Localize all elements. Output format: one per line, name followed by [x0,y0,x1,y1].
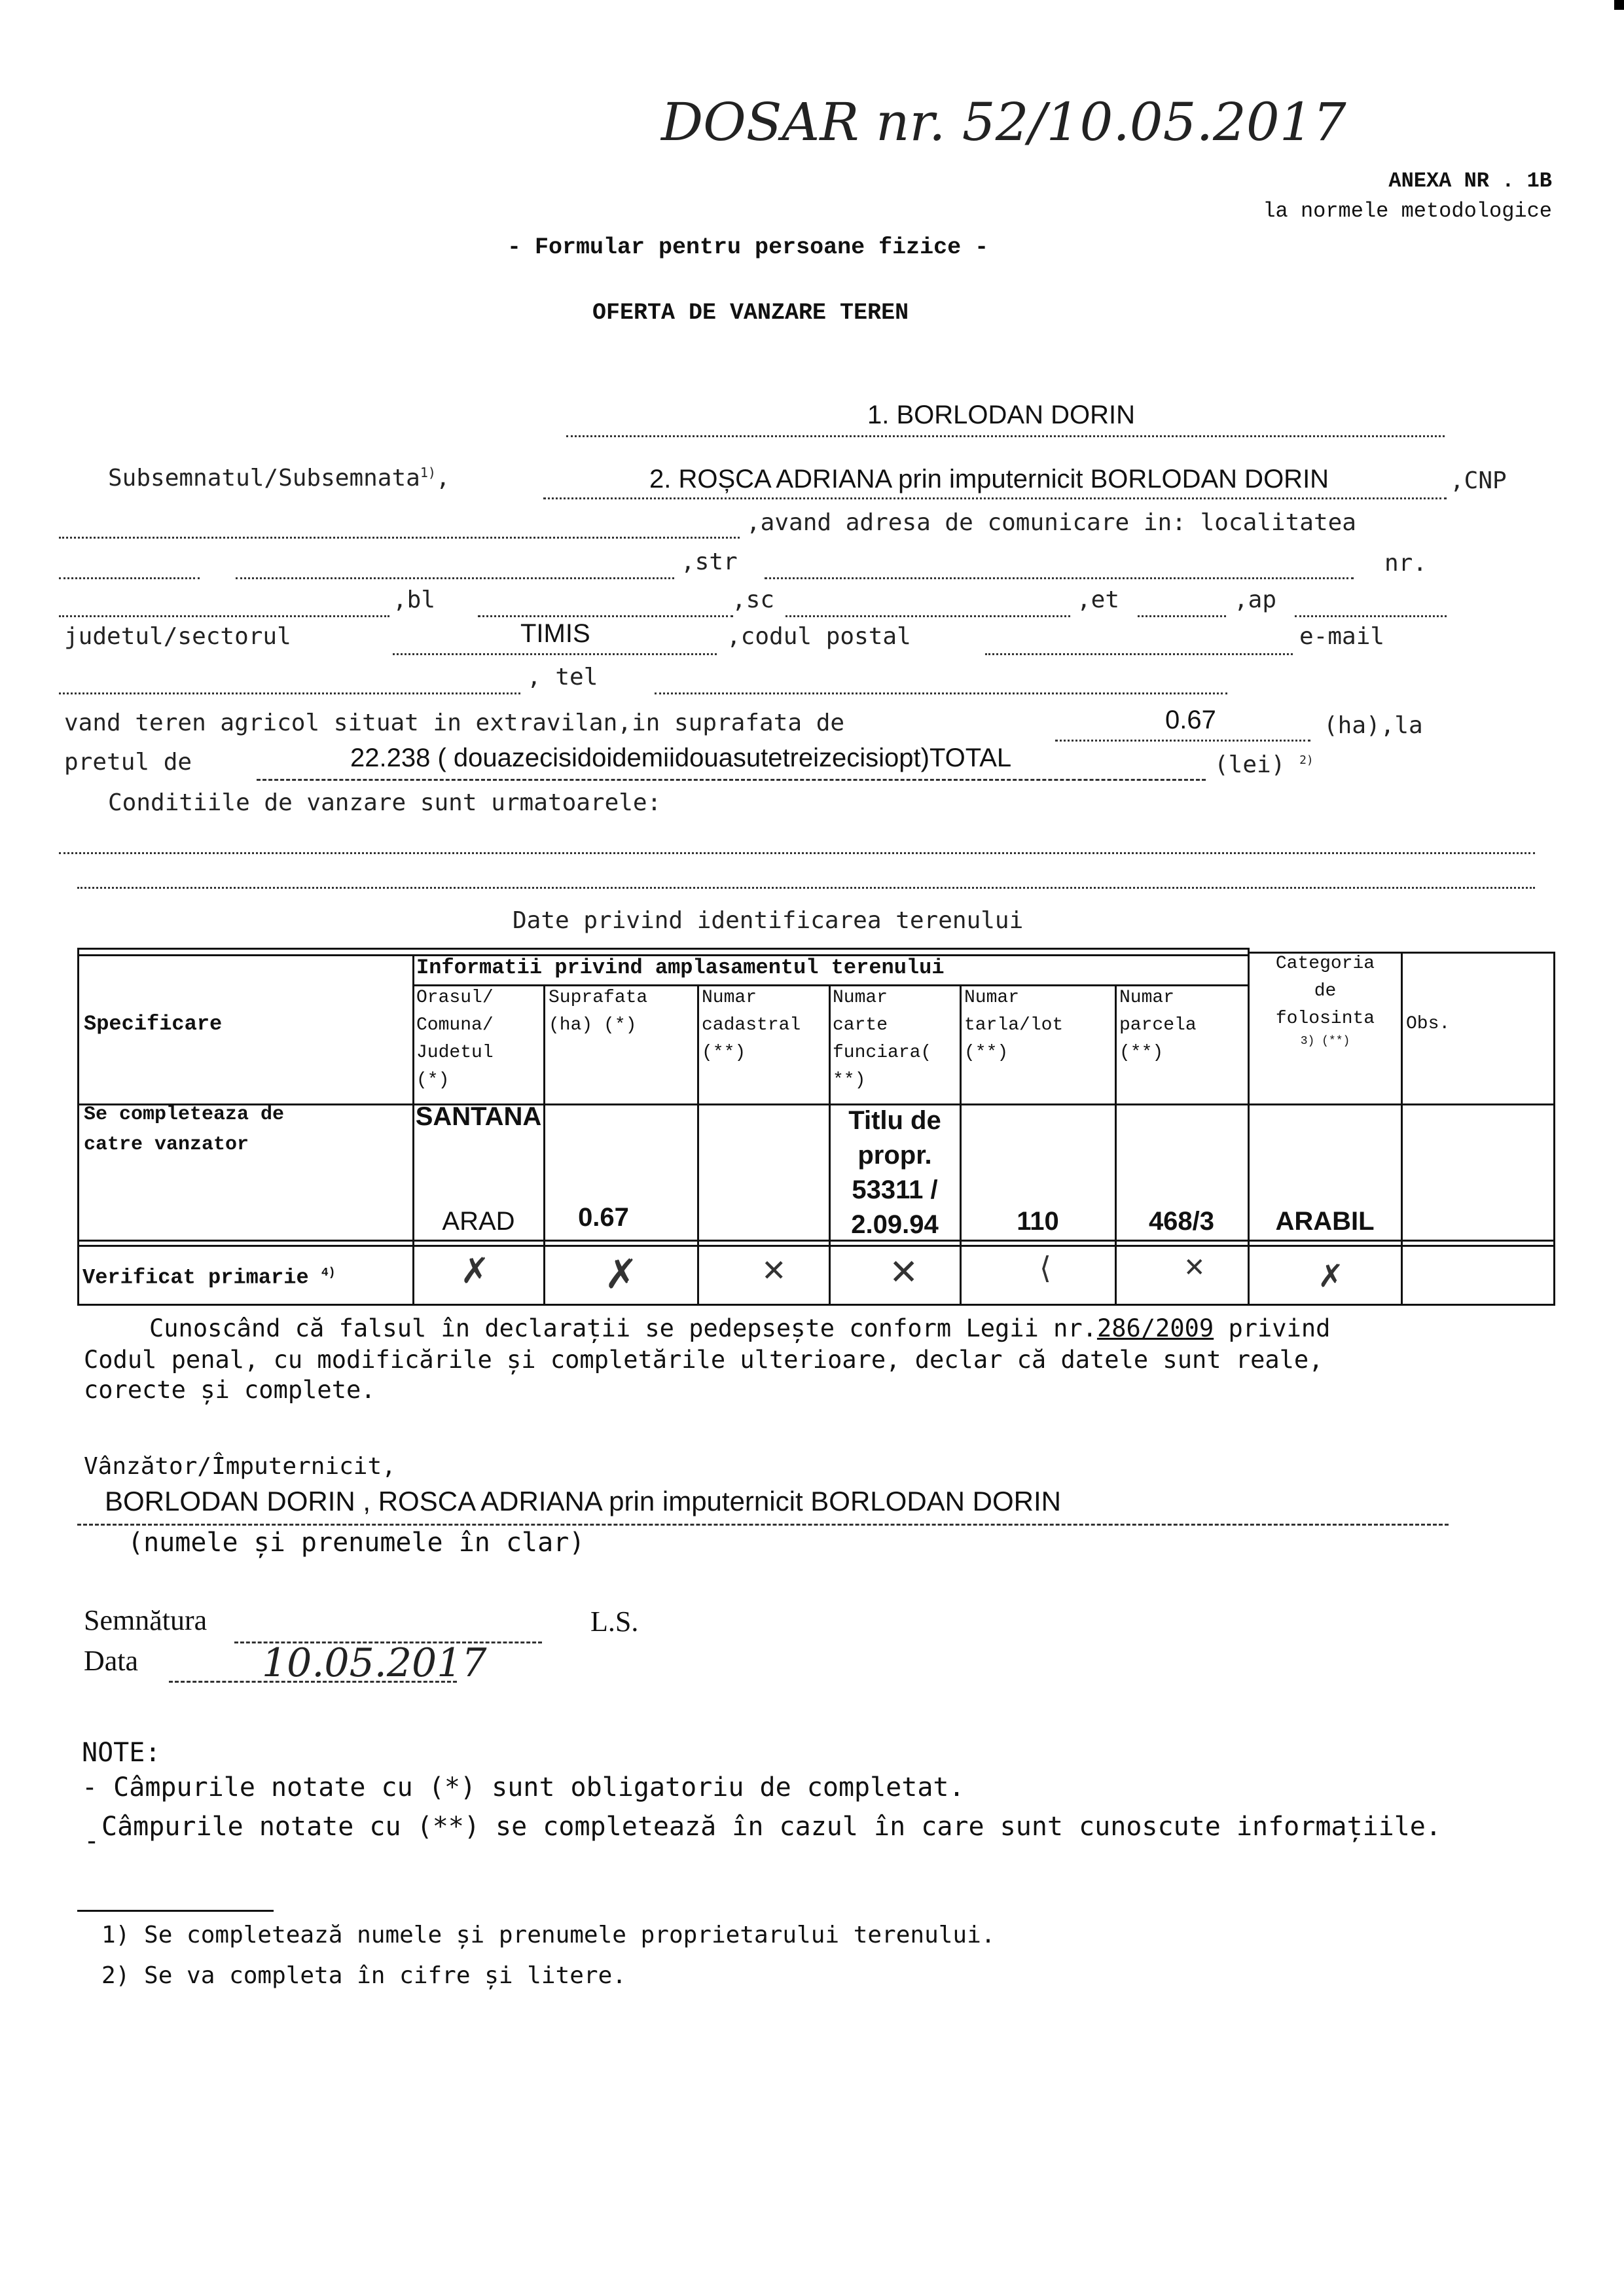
signer-caption: (numele și prenumele în clar) [128,1528,585,1558]
check-mark-5: ⟨ [1039,1250,1051,1285]
table-border-bottom [77,1304,1555,1306]
row2-label: Verificat primarie $^{4)}$ [82,1265,336,1290]
et-label: ,et [1077,586,1120,613]
table-border-top [77,948,1248,950]
row1-carte-funciara: Titlu de propr. 53311 / 2.09.94 [848,1106,941,1239]
group-header: Informatii privind amplasamentul terenului [416,956,945,980]
col-line-5 [960,984,962,1306]
localitate-line-b [236,577,674,579]
row1-label: Se completeaza de catre vanzator [84,1103,285,1156]
annex-number: ANEXA NR . 1B [1388,169,1552,193]
semnatura-label: Semnătura [84,1604,208,1636]
suprafata-value: 0.67 [1165,706,1216,734]
owner-2-line [543,497,1447,499]
footnote-separator [77,1910,274,1912]
pret-label: pretul de [64,749,192,776]
header-categoria: Categoria de folosinta 3) (**) [1275,954,1375,1048]
judet-label: judetul/sectorul [64,623,291,650]
check-mark-4: ✕ [889,1251,919,1293]
notes-title: NOTE: [82,1738,161,1768]
pret-line [257,779,1206,781]
col-line-9 [1553,952,1555,1306]
ap-label: ,ap [1234,586,1277,613]
note-2: Câmpurile notate cu (**) se completează în cazul în care sunt cunoscute informațiile. [101,1812,1441,1842]
annex-norms: la normele metodologice [1263,199,1552,223]
date-handwritten: 10.05.2017 [262,1640,487,1686]
bl-line [478,615,733,617]
row1-orasul-bottom: ARAD [442,1207,515,1236]
ha-label: (ha),la [1324,712,1423,739]
note-2-dash: - [84,1826,100,1856]
declaration-line-3: corecte și complete. [84,1376,376,1404]
col-line-8 [1401,952,1403,1306]
check-mark-6: ✕ [1183,1253,1206,1283]
tel-label: , tel [527,664,598,691]
signer-line [77,1524,1449,1526]
header-specificare: Specificare [84,1012,223,1036]
owner-1-line [566,435,1445,437]
tel-line [655,692,1227,694]
cnp-line [59,537,740,539]
ls-label: L.S. [590,1605,639,1638]
cod-postal-line [985,653,1293,655]
declaration-line-2: Codul penal, cu modificările și completările ulterioare, declar că datele sunt reale, [84,1346,1324,1374]
col-line-3 [697,984,699,1306]
dosar-handwritten: DOSAR nr. 52/10.05.2017 [661,92,1346,152]
nr-line [59,615,389,617]
pret-value: 22.238 ( douazecisidoidemiidouasutetreizecisiopt)TOTAL [350,744,1012,772]
land-identification-table [77,948,1555,1308]
header-carte-funciara: Numar carte funciara( **) [833,988,932,1090]
col-line-0 [77,948,79,1306]
lei-label: (lei) $^{2)}$ [1214,751,1314,778]
row1-suprafata: 0.67 [578,1203,629,1232]
row1-categoria: ARABIL [1275,1207,1375,1236]
header-parcela: Numar parcela (**) [1119,988,1197,1063]
check-mark-1: ✗ [460,1250,490,1291]
note-1: - Câmpurile notate cu (*) sunt obligatoriu de completat. [82,1772,965,1803]
conditii-label: Conditiile de vanzare sunt urmatoarele: [108,789,662,816]
row1-orasul-top: SANTANA [415,1102,542,1131]
header-suprafata: Suprafata (ha) (*) [549,988,648,1035]
scan-corner-mark [1614,0,1624,10]
col-line-6 [1115,984,1117,1306]
sc-line [785,615,1070,617]
declaration-line-1: Cunoscând că falsul în declarații se pedepsește conform Legii nr.286/2009 privind [149,1314,1331,1342]
vanzator-label: Vânzător/Împuternicit, [84,1453,396,1480]
form-type: - Formular pentru persoane fizice - [507,234,989,260]
et-line [1138,615,1226,617]
judet-line [393,653,717,655]
check-mark-3: ✕ [761,1253,787,1288]
adresa-label: ,avand adresa de comunicare in: localitatea [746,509,1356,536]
vand-label: vand teren agricol situat in extravilan,in suprafata de [64,709,845,736]
signer-names: BORLODAN DORIN , ROSCA ADRIANA prin imputernicit BORLODAN DORIN [105,1486,1061,1516]
col-line-2 [543,984,545,1306]
row1-bottom [77,1240,1555,1242]
str-line [765,577,1354,579]
subsemnatul-label: Subsemnatul/Subsemnata$^{1)}$, [108,465,450,492]
date-line [169,1681,457,1683]
conditii-line-1 [59,852,1535,854]
conditii-line-2 [77,887,1535,889]
bl-label: ,bl [393,586,436,613]
footnote-1: 1) Se completează numele și prenumele proprietarului terenului. [101,1922,996,1948]
data-label: Data [84,1645,139,1677]
cod-postal-label: ,codul postal [727,623,911,650]
row1-parcela: 468/3 [1148,1207,1215,1236]
header-cadastral: Numar cadastral (**) [702,988,801,1063]
nr-label: nr. [1384,550,1428,577]
check-mark-7: ✗ [1318,1258,1344,1295]
row1-bottom-inner [77,1245,1555,1247]
suprafata-line [1055,740,1310,742]
email-line [59,692,520,694]
owner-1-value: 1. BORLODAN DORIN [867,401,1135,429]
header-bottom [77,1103,1555,1105]
owner-2-value: 2. ROȘCA ADRIANA prin imputernicit BORLODAN DORIN [649,465,1329,493]
localitate-line-a [59,577,200,579]
check-mark-2: ✗ [604,1250,638,1298]
document-title: OFERTA DE VANZARE TEREN [592,300,909,326]
table-title: Date privind identificarea terenului [513,907,1024,934]
header-obs: Obs. [1406,1014,1451,1034]
judet-value: TIMIS [520,619,590,648]
email-label: e-mail [1299,623,1385,650]
footnote-2: 2) Se va completa în cifre și litere. [101,1962,626,1989]
header-tarla: Numar tarla/lot (**) [964,988,1064,1063]
cnp-label: ,CNP [1450,467,1507,494]
str-label: ,str [681,548,738,575]
header-orasul: Orasul/ Comuna/ Judetul (*) [416,988,494,1090]
ap-line [1295,615,1447,617]
sc-label: ,sc [732,586,775,613]
row1-tarla: 110 [1017,1207,1059,1236]
